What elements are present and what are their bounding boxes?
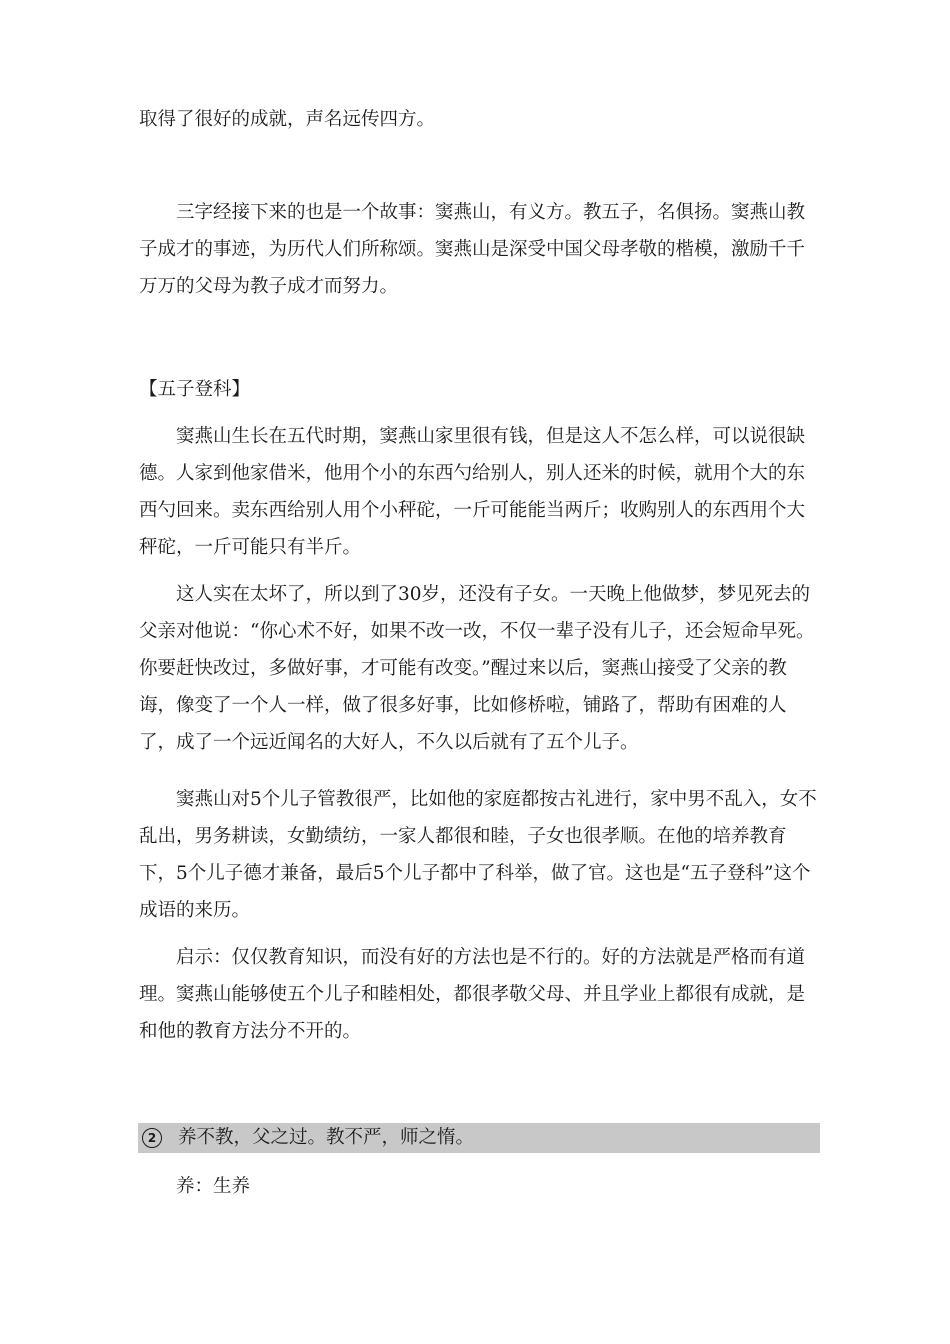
section-heading: 【五子登科】 <box>139 379 251 400</box>
paragraph-3: 窦燕山生长在五代时期，窦燕山家里很有钱，但是这人不怎么样，可以说很缺德。人家到他家借米，他用个小的东西勺给别人，别人还米的时候，就用个大的东西勺回来。卖东西给别人用个小秤砣，一斤可能能当两斤；收购别人的东西用个大秤砣，一斤可能只有半斤。 <box>139 426 806 558</box>
verse-text: 养不教，父之过。教不严，师之惰。 <box>178 1127 475 1148</box>
circled-number: 2 <box>142 1128 162 1148</box>
paragraph-4: 这人实在太坏了，所以到了30岁，还没有子女。一天晚上他做梦，梦见死去的父亲对他说：“你心术不好，如果不改一改，不仅一辈子没有儿子，还会短命早死。你要赶快改过，多做好事，才可能有改变。”醒过来以后，窦燕山接受了父亲的教诲，像变了一个人一样，做了很多好事，比如修桥啦，铺路了，帮助有困难的人了，成了一个远近闻名的大好人，不久以后就有了五个儿子。 <box>139 584 815 753</box>
paragraph-1: 取得了很好的成就，声名远传四方。 <box>139 109 436 130</box>
paragraph-5: 窦燕山对5个儿子管教很严，比如他的家庭都按古礼进行，家中男不乱入，女不乱出，男务耕读，女勤绩纺，一家人都很和睦，子女也很孝顺。在他的培养教育下，5个儿子德才兼备，最后5个儿子都中了科举，做了官。这也是“五子登科”这个成语的来历。 <box>139 789 817 921</box>
paragraph-2: 三字经接下来的也是一个故事：窦燕山，有义方。教五子，名俱扬。窦燕山教子成才的事迹，为历代人们所称颂。窦燕山是深受中国父母孝敬的楷模，激励千千万万的父母为教子成才而努力。 <box>139 202 806 297</box>
highlighted-verse <box>138 1123 820 1153</box>
paragraph-6: 启示：仅仅教育知识，而没有好的方法也是不行的。好的方法就是严格而有道理。窦燕山能够使五个儿子和睦相处，都很孝敬父母、并且学业上都很有成就，是和他的教育方法分不开的。 <box>139 947 806 1042</box>
definition-line: 养：生养 <box>176 1176 251 1197</box>
